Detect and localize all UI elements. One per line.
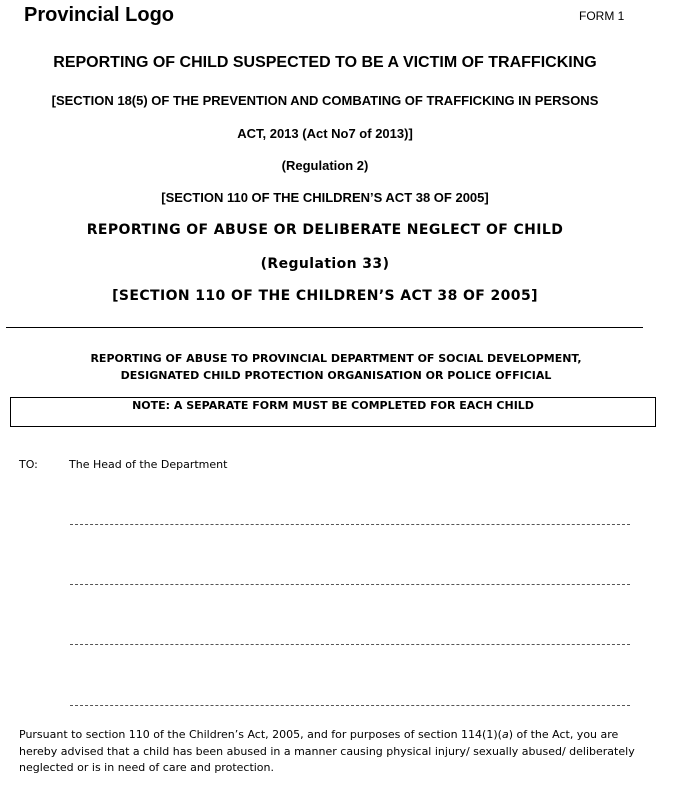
section-110-reference-a: [SECTION 110 OF THE CHILDREN’S ACT 38 OF 2005] (161, 190, 489, 205)
to-recipient: The Head of the Department (69, 458, 228, 471)
to-label: TO: (19, 458, 38, 471)
provincial-logo: Provincial Logo (24, 4, 175, 26)
paragraph-text-start: Pursuant to section 110 of the Children’s Act, 2005, and for purposes of section 114(1)( (19, 728, 502, 741)
regulation-33: (Regulation 33) (260, 256, 390, 272)
address-line-4[interactable] (70, 705, 630, 706)
paragraph-italic-a: a (501, 728, 509, 741)
form-title: REPORTING OF CHILD SUSPECTED TO BE A VICTIM OF TRAFFICKING (53, 54, 597, 71)
section-110-reference-b: [SECTION 110 OF THE CHILDREN’S ACT 38 OF 2005] (112, 288, 538, 304)
pursuant-paragraph (19, 727, 649, 777)
note-box (10, 397, 656, 427)
reporting-subheading (0, 350, 672, 384)
subheading-line1: REPORTING OF ABUSE TO PROVINCIAL DEPARTMENT OF SOCIAL DEVELOPMENT, (90, 352, 582, 365)
section-18-line2: ACT, 2013 (Act No7 of 2013)] (237, 126, 413, 141)
paragraph-text-end: ) of the Act, you are hereby advised that a child has been abused in a manner causing physical injury/ sexually abused/ deliberately neglected or is in need of care and protection. (19, 728, 635, 774)
abuse-neglect-title: REPORTING OF ABUSE OR DELIBERATE NEGLECT OF CHILD (86, 222, 564, 238)
address-line-2[interactable] (70, 584, 630, 585)
address-line-3[interactable] (70, 644, 630, 645)
header-divider (6, 327, 643, 328)
subheading-line2: DESIGNATED CHILD PROTECTION ORGANISATION OR POLICE OFFICIAL (120, 369, 552, 382)
note-text: NOTE: A SEPARATE FORM MUST BE COMPLETED FOR EACH CHILD (132, 399, 534, 412)
regulation-2: (Regulation 2) (281, 158, 369, 173)
form-number: FORM 1 (579, 9, 625, 23)
section-18-line1: [SECTION 18(5) OF THE PREVENTION AND COMBATING OF TRAFFICKING IN PERSONS (51, 93, 599, 108)
address-line-1[interactable] (70, 524, 630, 525)
